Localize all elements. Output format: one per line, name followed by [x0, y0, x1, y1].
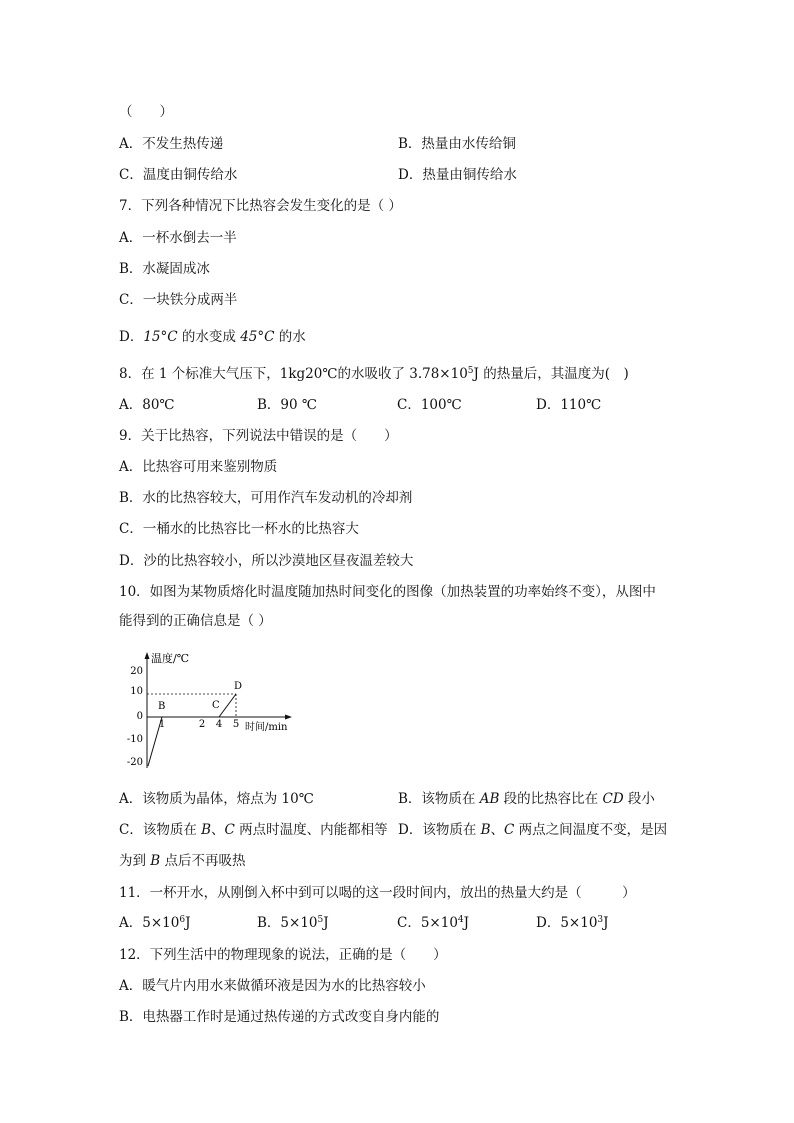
- y-tick-20: 20: [130, 666, 143, 677]
- q7-option-d-prefix: D．: [119, 329, 144, 345]
- x-tick-2: 2: [198, 719, 206, 730]
- y-tick-10: 10: [130, 686, 143, 697]
- q11-option-c: [397, 914, 469, 932]
- q10-stem-line2: 能得到的正确信息是（ ）: [119, 613, 272, 629]
- q11-option-c-exp: 4: [457, 915, 464, 925]
- q11-option-a-exp: 6: [179, 915, 186, 925]
- q11-option-b-base: B．5×10: [257, 915, 318, 931]
- q7-option-b: B．水凝固成冰: [119, 261, 210, 277]
- q8-option-c: C．100℃: [397, 397, 462, 413]
- q9-option-c: C．一桶水的比热容比一杯水的比热容大: [119, 521, 359, 537]
- q10-option-c-sep: 、: [211, 822, 225, 838]
- q7-option-d-temp2: 45°C: [240, 329, 275, 345]
- y-axis-arrow: [145, 652, 150, 659]
- q10-option-c-pre: C．该物质在: [119, 822, 202, 838]
- q11-option-d-unit: J: [603, 915, 609, 931]
- q11-option-b: [257, 914, 329, 932]
- point-label-b: B: [158, 701, 166, 712]
- q8-stem-exponent: 5: [467, 366, 474, 376]
- point-label-d: D: [234, 681, 243, 692]
- x-tick-1: 1: [158, 719, 166, 730]
- q10-option-d-c: C: [504, 822, 515, 838]
- q11-option-c-unit: J: [463, 915, 470, 931]
- q10-stem-line1: 10．如图为某物质熔化时温度随加热时间变化的图像（加热装置的功率始终不变），从图中: [119, 584, 656, 600]
- q12-option-b: B．电热器工作时是通过热传递的方式改变自身内能的: [119, 1009, 440, 1025]
- y-tick-neg10: -10: [126, 734, 143, 745]
- q6-option-b: B．热量由水传给铜: [398, 136, 516, 152]
- q8-option-a: A．80℃: [119, 397, 175, 413]
- q11-option-c-base: C．5×10: [397, 915, 458, 931]
- x-tick-4: 4: [215, 719, 223, 730]
- q9-option-a: A．比热容可用来鉴别物质: [119, 459, 278, 475]
- q11-option-d-base: D．5×10: [536, 915, 598, 931]
- q11-option-b-unit: J: [323, 915, 329, 931]
- q6-answer-bracket: （ ）: [119, 104, 173, 120]
- q11-option-d: [536, 914, 609, 932]
- q8-option-b: B．90 ℃: [257, 397, 317, 413]
- temperature-time-graph: [118, 650, 298, 775]
- y-tick-neg20: -20: [126, 757, 143, 768]
- q11-option-a: [119, 914, 190, 932]
- q6-option-a: A．不发生热传递: [119, 136, 224, 152]
- q7-option-c: C．一块铁分成两半: [119, 292, 238, 308]
- q12-option-a: A．暖气片内用水来做循环液是因为水的比热容较小: [119, 978, 426, 994]
- q10-option-d-sep: 、: [490, 822, 505, 838]
- q10-option-c-c: C: [224, 822, 235, 838]
- q10-option-d-suf: 两点之间温度不变，是因: [514, 822, 668, 838]
- q10-option-b-cd: CD: [602, 791, 624, 807]
- q10-option-a: A．该物质为晶体，熔点为 10℃: [119, 791, 314, 807]
- q11-option-d-exp: 3: [597, 915, 604, 925]
- x-tick-5: 5: [232, 719, 240, 730]
- q10-option-d-line2-b: B: [150, 853, 161, 869]
- q8-stem-b: J 的热量后，其温度为( ): [473, 366, 629, 382]
- x-axis-label: 时间/min: [245, 722, 288, 733]
- q7-option-d-temp1: 15°C: [143, 329, 178, 345]
- q10-option-c-b: B: [201, 822, 212, 838]
- q11-option-b-exp: 5: [317, 915, 324, 925]
- q10-option-d-b: B: [480, 822, 491, 838]
- q10-option-d: [398, 821, 667, 839]
- x-axis-arrow: [285, 715, 292, 720]
- q10-option-d-line2-pre: 为到: [119, 853, 151, 869]
- q9-option-d: D．沙的比热容较小，所以沙漠地区昼夜温差较大: [119, 553, 414, 569]
- q10-option-b: [398, 790, 655, 808]
- q11-option-a-unit: J: [185, 915, 191, 931]
- q7-option-d: [119, 328, 306, 346]
- q7-stem: 7．下列各种情况下比热容会发生变化的是（ ）: [119, 198, 402, 214]
- q6-option-d: D．热量由铜传给水: [398, 167, 517, 183]
- q10-option-b-ab: AB: [479, 791, 500, 807]
- q10-option-d-line2-suf: 点后不再吸热: [160, 853, 246, 869]
- q10-option-d-line2: [119, 852, 246, 870]
- q6-option-c: C．温度由铜传给水: [119, 167, 238, 183]
- q9-stem: 9．关于比热容，下列说法中错误的是（ ）: [119, 428, 398, 444]
- q10-option-b-suf: 段小: [623, 791, 655, 807]
- q12-stem: 12．下列生活中的物理现象的说法，正确的是（ ）: [119, 947, 447, 963]
- q11-option-a-base: A．5×10: [119, 915, 180, 931]
- q10-option-b-mid: 段的比热容比在: [499, 791, 603, 807]
- q11-stem: 11．一杯开水，从刚倒入杯中到可以喝的这一段时间内，放出的热量大约是（ ）: [119, 885, 636, 901]
- q8-stem: [119, 365, 629, 383]
- q10-option-c-suf: 两点时温度、内能都相等: [234, 822, 388, 838]
- q10-option-b-pre: B．该物质在: [398, 791, 480, 807]
- point-label-c: C: [212, 700, 220, 711]
- q7-option-d-suffix: 的水: [274, 329, 306, 345]
- y-axis-label: 温度/℃: [151, 652, 190, 665]
- q8-option-d: D．110℃: [536, 397, 602, 413]
- q10-option-c: [119, 821, 388, 839]
- q10-option-d-pre: D．该物质在: [398, 822, 481, 838]
- q9-option-b: B．水的比热容较大，可用作汽车发动机的冷却剂: [119, 490, 413, 506]
- q7-option-a: A．一杯水倒去一半: [119, 230, 237, 246]
- q7-option-d-mid: 的水变成: [177, 329, 241, 345]
- q8-stem-a: 8．在 1 个标准大气压下，1kg20℃的水吸收了 3.78×10: [119, 366, 468, 382]
- y-tick-0: 0: [136, 711, 143, 722]
